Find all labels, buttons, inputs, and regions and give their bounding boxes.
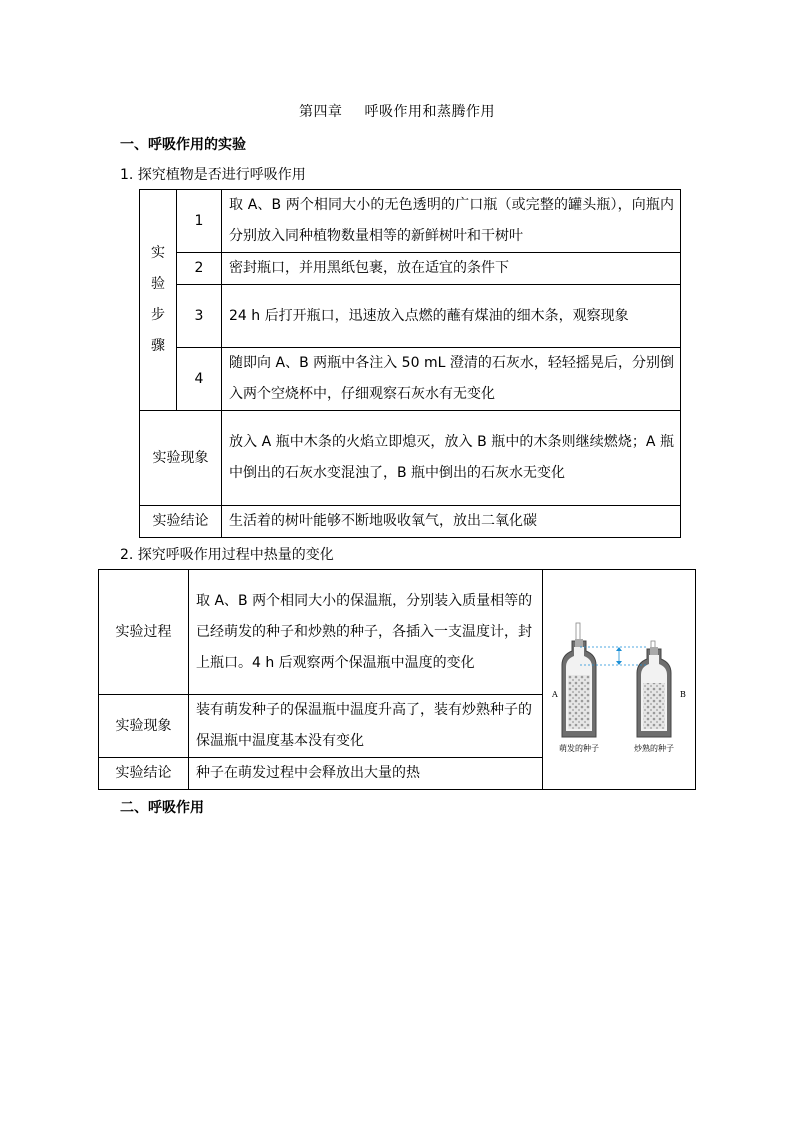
chapter-name: 呼吸作用和蒸腾作用 — [364, 104, 495, 120]
bottle-a — [562, 623, 596, 737]
chapter-number: 第四章 — [299, 104, 343, 120]
bottle-b — [637, 641, 671, 737]
thermos-figure — [543, 570, 696, 790]
exp1-phenomenon-label: 实验现象 — [140, 411, 222, 506]
exp1-phenomenon-text: 放入 A 瓶中木条的火焰立即熄灭，放入 B 瓶中的木条则继续燃烧；A 瓶中倒出的石灰水变混浊了，B 瓶中倒出的石灰水无变化 — [222, 411, 681, 506]
steps-label-char: 验 — [151, 276, 165, 292]
exp1-conclusion-text: 生活着的树叶能够不断地吸收氧气，放出二氧化碳 — [222, 506, 681, 538]
bottle-b-label: B — [680, 689, 686, 699]
steps-label-char: 骤 — [151, 338, 165, 354]
steps-label — [140, 190, 177, 411]
chapter-title — [0, 101, 794, 121]
exp2-process-text: 取 A、B 两个相同大小的保温瓶，分别装入质量相等的已经萌发的种子和炒熟的种子，各插入一支温度计，封上瓶口。4 h 后观察两个保温瓶中温度的变化 — [189, 570, 543, 695]
step-text: 随即向 A、B 两瓶中各注入 50 mL 澄清的石灰水，轻轻摇晃后，分别倒入两个空烧杯中，仔细观察石灰水有无变化 — [222, 348, 681, 411]
exp1-table — [139, 189, 681, 538]
exp2-process-label: 实验过程 — [99, 570, 189, 695]
step-text: 24 h 后打开瓶口，迅速放入点燃的蘸有煤油的细木条，观察现象 — [222, 285, 681, 348]
section2-heading: 二、呼吸作用 — [120, 800, 204, 816]
bottle-a-label: A — [552, 689, 558, 699]
thermos-bottles-illustration — [544, 579, 694, 769]
caption-germinated: 萌发的种子 — [559, 743, 599, 753]
step-number: 2 — [177, 253, 222, 285]
caption-roasted: 炒熟的种子 — [634, 743, 674, 753]
exp1-conclusion-label: 实验结论 — [140, 506, 222, 538]
exp2-phenomenon-text: 装有萌发种子的保温瓶中温度升高了，装有炒熟种子的保温瓶中温度基本没有变化 — [189, 695, 543, 758]
exp1-heading: 1. 探究植物是否进行呼吸作用 — [120, 167, 306, 183]
step-number: 4 — [177, 348, 222, 411]
step-number: 3 — [177, 285, 222, 348]
section1-heading: 一、呼吸作用的实验 — [120, 137, 246, 153]
step-text: 密封瓶口，并用黑纸包裹，放在适宜的条件下 — [222, 253, 681, 285]
exp2-heading: 2. 探究呼吸作用过程中热量的变化 — [120, 547, 334, 563]
exp2-table — [98, 569, 696, 790]
steps-label-char: 实 — [151, 245, 165, 261]
steps-label-char: 步 — [151, 307, 165, 323]
step-text: 取 A、B 两个相同大小的无色透明的广口瓶（或完整的罐头瓶），向瓶内分别放入同种植物数量相等的新鲜树叶和干树叶 — [222, 190, 681, 253]
exp2-phenomenon-label: 实验现象 — [99, 695, 189, 758]
exp2-conclusion-text: 种子在萌发过程中会释放出大量的热 — [189, 758, 543, 790]
exp2-conclusion-label: 实验结论 — [99, 758, 189, 790]
step-number: 1 — [177, 190, 222, 253]
